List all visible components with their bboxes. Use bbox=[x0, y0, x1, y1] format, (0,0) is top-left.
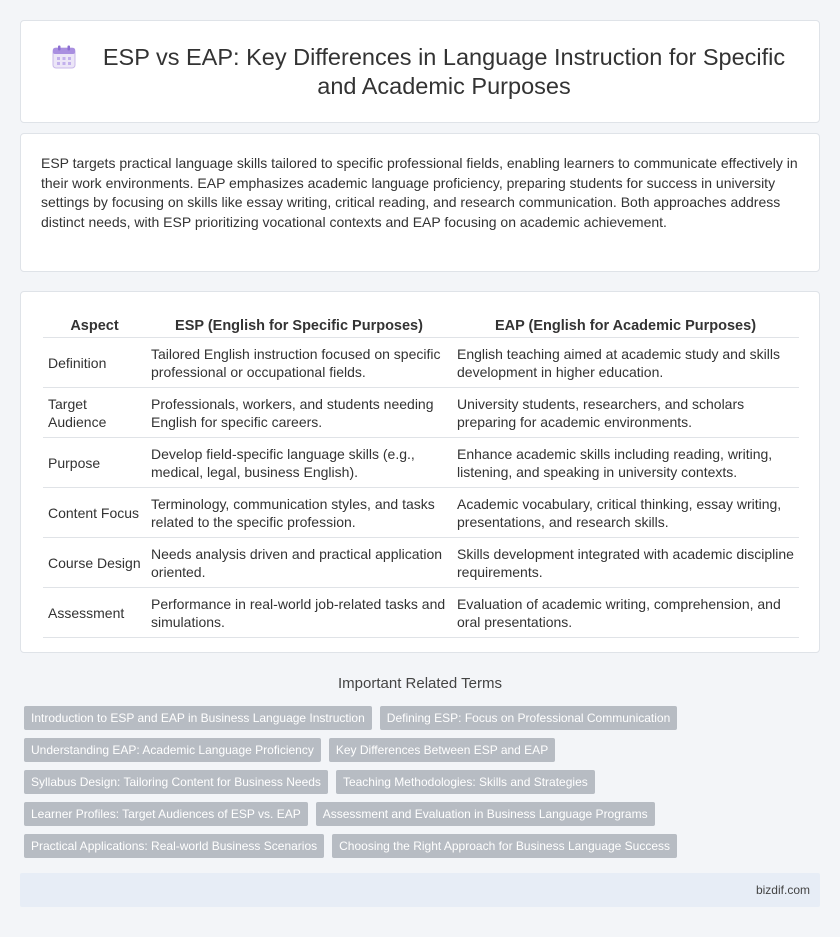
related-term-link[interactable]: Defining ESP: Focus on Professional Communication bbox=[380, 706, 677, 730]
esp-cell: Terminology, communication styles, and tasks related to the specific profession. bbox=[146, 488, 452, 538]
related-term-link[interactable]: Syllabus Design: Tailoring Content for Business Needs bbox=[24, 770, 328, 794]
site-name[interactable]: bizdif.com bbox=[755, 883, 810, 897]
related-term-link[interactable]: Assessment and Evaluation in Business Language Programs bbox=[316, 802, 655, 826]
aspect-cell: Course Design bbox=[43, 538, 146, 588]
related-term-link[interactable]: Introduction to ESP and EAP in Business Language Instruction bbox=[24, 706, 372, 730]
table-row bbox=[43, 438, 799, 488]
related-term-link[interactable]: Practical Applications: Real-world Business Scenarios bbox=[24, 834, 324, 858]
table-row bbox=[43, 338, 799, 388]
eap-cell: Evaluation of academic writing, comprehension, and oral presentations. bbox=[452, 588, 799, 638]
table-header-row bbox=[43, 312, 799, 338]
related-term-link[interactable]: Choosing the Right Approach for Business Language Success bbox=[332, 834, 677, 858]
esp-cell: Develop field-specific language skills (e.g., medical, legal, business English). bbox=[146, 438, 452, 488]
esp-cell: Needs analysis driven and practical application oriented. bbox=[146, 538, 452, 588]
aspect-cell: Definition bbox=[43, 338, 146, 388]
column-header-esp: ESP (English for Specific Purposes) bbox=[146, 312, 452, 338]
table-row bbox=[43, 388, 799, 438]
table-row bbox=[43, 488, 799, 538]
related-terms-title: Important Related Terms bbox=[338, 675, 502, 692]
eap-cell: University students, researchers, and scholars preparing for academic environments. bbox=[452, 388, 799, 438]
aspect-cell: Content Focus bbox=[43, 488, 146, 538]
summary-card bbox=[20, 133, 820, 272]
calendar-icon bbox=[51, 44, 77, 70]
column-header-aspect: Aspect bbox=[43, 312, 146, 338]
esp-cell: Professionals, workers, and students needing English for specific careers. bbox=[146, 388, 452, 438]
table-row bbox=[43, 538, 799, 588]
eap-cell: Academic vocabulary, critical thinking, essay writing, presentations, and research skills. bbox=[452, 488, 799, 538]
related-term-link[interactable]: Key Differences Between ESP and EAP bbox=[329, 738, 555, 762]
summary-text: ESP targets practical language skills tailored to specific professional fields, enabling learners to communicate effectively in their work environments. EAP emphasizes academic language proficiency, preparing students for success in university settings by focusing on skills like essay writing, critical reading, and research communication. Both approaches address distinct needs, with ESP prioritizing vocational contexts and EAP focusing on academic achievement. bbox=[41, 155, 798, 230]
title-card bbox=[20, 20, 820, 123]
comparison-table bbox=[43, 312, 799, 638]
esp-cell: Performance in real-world job-related tasks and simulations. bbox=[146, 588, 452, 638]
related-term-link[interactable]: Teaching Methodologies: Skills and Strategies bbox=[336, 770, 595, 794]
table-row bbox=[43, 588, 799, 638]
esp-cell: Tailored English instruction focused on specific professional or occupational fields. bbox=[146, 338, 452, 388]
footer bbox=[20, 873, 820, 907]
eap-cell: Skills development integrated with academic discipline requirements. bbox=[452, 538, 799, 588]
aspect-cell: Purpose bbox=[43, 438, 146, 488]
related-terms-list bbox=[24, 706, 684, 866]
aspect-cell: Assessment bbox=[43, 588, 146, 638]
eap-cell: English teaching aimed at academic study and skills development in higher education. bbox=[452, 338, 799, 388]
related-term-link[interactable]: Understanding EAP: Academic Language Proficiency bbox=[24, 738, 321, 762]
comparison-table-card bbox=[20, 291, 820, 653]
related-term-link[interactable]: Learner Profiles: Target Audiences of ESP vs. EAP bbox=[24, 802, 308, 826]
page-title: ESP vs EAP: Key Differences in Language Instruction for Specific and Academic Purposes bbox=[102, 43, 786, 99]
column-header-eap: EAP (English for Academic Purposes) bbox=[452, 312, 799, 338]
aspect-cell: Target Audience bbox=[43, 388, 146, 438]
eap-cell: Enhance academic skills including reading, writing, listening, and speaking in university contexts. bbox=[452, 438, 799, 488]
